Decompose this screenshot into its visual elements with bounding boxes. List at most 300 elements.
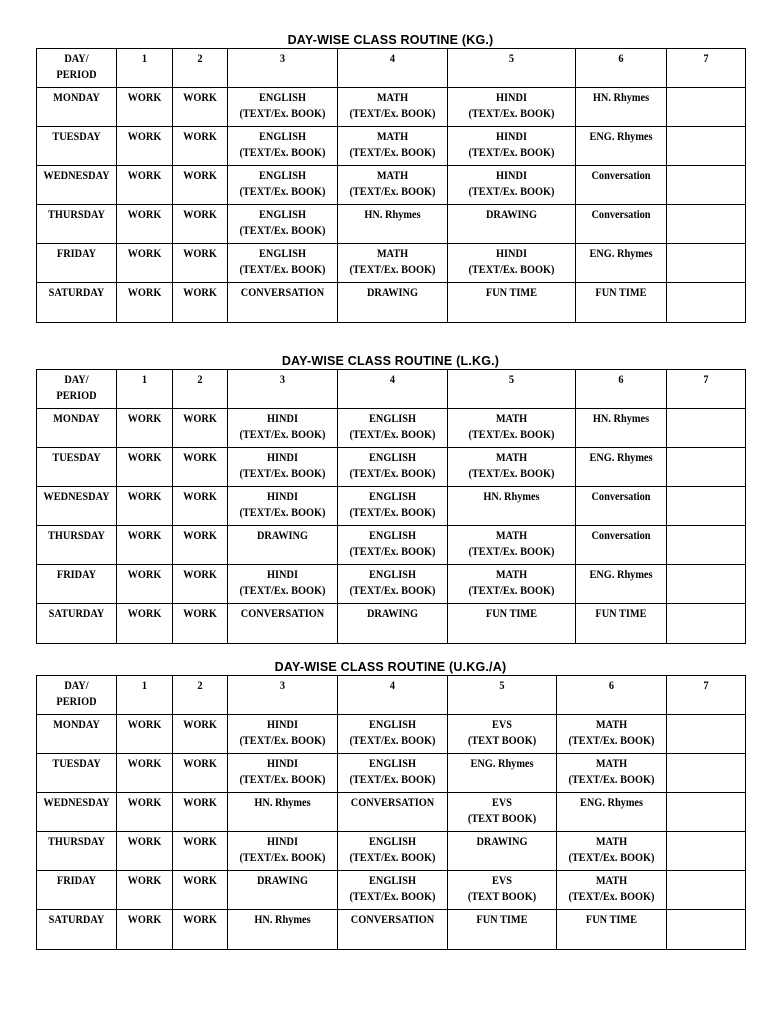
cell-text: 3 bbox=[279, 372, 286, 386]
period-cell bbox=[117, 283, 173, 323]
period-cell bbox=[667, 127, 746, 166]
cell-text: FRIDAY bbox=[56, 567, 97, 581]
period-cell bbox=[338, 793, 448, 832]
period-cell bbox=[228, 715, 338, 754]
cell-text: ENGLISH bbox=[368, 834, 417, 848]
period-cell bbox=[117, 793, 173, 832]
period-header bbox=[117, 676, 173, 715]
period-cell bbox=[173, 244, 228, 283]
period-cell bbox=[338, 166, 448, 205]
period-cell bbox=[338, 832, 448, 871]
cell-text: 4 bbox=[389, 678, 396, 692]
period-cell bbox=[338, 448, 448, 487]
cell-text: 4 bbox=[389, 372, 396, 386]
cell-text: ENGLISH bbox=[368, 873, 417, 887]
cell-text: 7 bbox=[703, 678, 709, 692]
period-cell bbox=[228, 565, 338, 604]
cell-text: WORK bbox=[127, 450, 162, 464]
period-cell bbox=[173, 604, 228, 644]
period-cell bbox=[667, 832, 746, 871]
cell-text: WORK bbox=[127, 567, 162, 581]
cell-text: (TEXT/Ex. BOOK) bbox=[568, 850, 655, 864]
cell-text: ENGLISH bbox=[368, 489, 417, 503]
cell-text: (TEXT/Ex. BOOK) bbox=[239, 505, 326, 519]
cell-text: MATH bbox=[376, 246, 409, 260]
cell-text: CONVERSATION bbox=[240, 606, 325, 620]
cell-text: WORK bbox=[183, 795, 217, 809]
cell-text: DRAWING bbox=[366, 285, 419, 299]
cell-text: PERIOD bbox=[56, 67, 97, 81]
period-cell bbox=[448, 244, 576, 283]
day-cell bbox=[37, 127, 117, 166]
cell-text: EVS bbox=[491, 795, 513, 809]
period-cell bbox=[338, 88, 448, 127]
routine-table bbox=[36, 675, 746, 950]
cell-text: (TEXT/Ex. BOOK) bbox=[239, 850, 326, 864]
period-cell bbox=[667, 715, 746, 754]
cell-text: ENGLISH bbox=[258, 90, 307, 104]
table-row bbox=[37, 166, 746, 205]
cell-text: ENG. Rhymes bbox=[470, 756, 534, 770]
routine-kg bbox=[36, 32, 745, 323]
cell-text: (TEXT/Ex. BOOK) bbox=[239, 184, 326, 198]
cell-text: 1 bbox=[141, 51, 148, 65]
period-header bbox=[228, 676, 338, 715]
period-header bbox=[667, 676, 746, 715]
day-cell bbox=[37, 832, 117, 871]
table-row bbox=[37, 88, 746, 127]
cell-text: ENGLISH bbox=[258, 168, 307, 182]
cell-text: 3 bbox=[279, 678, 286, 692]
cell-text: DRAWING bbox=[485, 207, 538, 221]
period-cell bbox=[338, 565, 448, 604]
day-period-header bbox=[37, 370, 117, 409]
period-header bbox=[173, 676, 228, 715]
cell-text: 2 bbox=[197, 372, 203, 386]
cell-text: 1 bbox=[141, 678, 148, 692]
day-cell bbox=[37, 283, 117, 323]
routine-table bbox=[36, 369, 746, 644]
cell-text: WORK bbox=[127, 606, 162, 620]
cell-text: WORK bbox=[127, 285, 162, 299]
cell-text: WORK bbox=[183, 411, 217, 425]
cell-text: (TEXT/Ex. BOOK) bbox=[468, 466, 555, 480]
cell-text: FRIDAY bbox=[56, 246, 97, 260]
cell-text: (TEXT/Ex. BOOK) bbox=[349, 772, 436, 786]
cell-text: HN. Rhymes bbox=[254, 795, 311, 809]
cell-text: 3 bbox=[279, 51, 286, 65]
period-cell bbox=[338, 604, 448, 644]
cell-text: HINDI bbox=[267, 489, 298, 503]
day-cell bbox=[37, 754, 117, 793]
cell-text: WEDNESDAY bbox=[43, 489, 110, 503]
cell-text: HINDI bbox=[267, 567, 298, 581]
cell-text: 5 bbox=[508, 51, 515, 65]
cell-text: MONDAY bbox=[53, 411, 100, 425]
cell-text: WORK bbox=[183, 90, 217, 104]
cell-text: MATH bbox=[495, 411, 528, 425]
period-cell bbox=[228, 88, 338, 127]
period-cell bbox=[173, 715, 228, 754]
cell-text: WORK bbox=[183, 567, 217, 581]
cell-text: Conversation bbox=[591, 207, 651, 221]
period-cell bbox=[557, 832, 667, 871]
header-row bbox=[37, 676, 746, 715]
cell-text: MONDAY bbox=[53, 717, 100, 731]
period-cell bbox=[448, 910, 557, 950]
cell-text: ENGLISH bbox=[258, 129, 307, 143]
period-cell bbox=[117, 754, 173, 793]
cell-text: HN. Rhymes bbox=[254, 912, 311, 926]
cell-text: TUESDAY bbox=[52, 450, 101, 464]
period-header bbox=[228, 370, 338, 409]
period-cell bbox=[117, 910, 173, 950]
cell-text: (TEXT/Ex. BOOK) bbox=[239, 145, 326, 159]
day-cell bbox=[37, 88, 117, 127]
cell-text: HINDI bbox=[496, 168, 527, 182]
day-cell bbox=[37, 526, 117, 565]
period-cell bbox=[448, 166, 576, 205]
period-cell bbox=[338, 754, 448, 793]
period-header bbox=[448, 49, 576, 88]
cell-text: (TEXT BOOK) bbox=[467, 733, 537, 747]
cell-text: FRIDAY bbox=[56, 873, 97, 887]
period-cell bbox=[228, 448, 338, 487]
period-header bbox=[448, 370, 576, 409]
table-row bbox=[37, 244, 746, 283]
table-row bbox=[37, 448, 746, 487]
cell-text: (TEXT/Ex. BOOK) bbox=[468, 184, 555, 198]
period-cell bbox=[228, 127, 338, 166]
cell-text: (TEXT/Ex. BOOK) bbox=[349, 583, 436, 597]
period-cell bbox=[667, 448, 746, 487]
cell-text: WORK bbox=[183, 207, 217, 221]
cell-text: HN. Rhymes bbox=[483, 489, 540, 503]
cell-text: MATH bbox=[495, 450, 528, 464]
cell-text: WORK bbox=[183, 873, 217, 887]
day-period-header bbox=[37, 49, 117, 88]
cell-text: PERIOD bbox=[56, 388, 97, 402]
cell-text: WEDNESDAY bbox=[43, 168, 110, 182]
cell-text: ENGLISH bbox=[368, 411, 417, 425]
period-cell bbox=[338, 205, 448, 244]
cell-text: MONDAY bbox=[53, 90, 100, 104]
period-cell bbox=[338, 871, 448, 910]
cell-text: WORK bbox=[183, 606, 217, 620]
period-cell bbox=[228, 793, 338, 832]
cell-text: WORK bbox=[183, 285, 217, 299]
period-cell bbox=[557, 910, 667, 950]
period-cell bbox=[117, 409, 173, 448]
cell-text: DAY/ bbox=[64, 372, 89, 386]
period-cell bbox=[338, 715, 448, 754]
cell-text: (TEXT/Ex. BOOK) bbox=[239, 583, 326, 597]
cell-text: MATH bbox=[495, 528, 528, 542]
cell-text: WORK bbox=[127, 756, 162, 770]
period-cell bbox=[117, 166, 173, 205]
period-cell bbox=[557, 715, 667, 754]
period-cell bbox=[173, 283, 228, 323]
period-cell bbox=[667, 604, 746, 644]
cell-text: ENGLISH bbox=[368, 756, 417, 770]
cell-text: THURSDAY bbox=[48, 528, 105, 542]
period-cell bbox=[173, 910, 228, 950]
period-header bbox=[448, 676, 557, 715]
day-cell bbox=[37, 715, 117, 754]
cell-text: (TEXT/Ex. BOOK) bbox=[468, 145, 555, 159]
period-cell bbox=[448, 604, 576, 644]
period-cell bbox=[667, 487, 746, 526]
cell-text: (TEXT/Ex. BOOK) bbox=[239, 772, 326, 786]
period-cell bbox=[117, 832, 173, 871]
period-cell bbox=[667, 409, 746, 448]
cell-text: WEDNESDAY bbox=[43, 795, 110, 809]
period-cell bbox=[173, 526, 228, 565]
period-header bbox=[338, 49, 448, 88]
period-cell bbox=[448, 754, 557, 793]
period-cell bbox=[117, 526, 173, 565]
cell-text: WORK bbox=[127, 168, 162, 182]
period-cell bbox=[173, 871, 228, 910]
period-cell bbox=[173, 409, 228, 448]
period-cell bbox=[117, 205, 173, 244]
period-cell bbox=[228, 244, 338, 283]
period-cell bbox=[173, 793, 228, 832]
period-cell bbox=[576, 448, 667, 487]
cell-text: CONVERSATION bbox=[240, 285, 325, 299]
cell-text: FUN TIME bbox=[476, 912, 528, 926]
period-cell bbox=[338, 526, 448, 565]
table-row bbox=[37, 754, 746, 793]
period-cell bbox=[228, 166, 338, 205]
period-cell bbox=[667, 793, 746, 832]
table-row bbox=[37, 832, 746, 871]
cell-text: (TEXT/Ex. BOOK) bbox=[568, 733, 655, 747]
period-cell bbox=[576, 127, 667, 166]
cell-text: ENG. Rhymes bbox=[579, 795, 644, 809]
cell-text: HINDI bbox=[267, 717, 298, 731]
cell-text: (TEXT/Ex. BOOK) bbox=[239, 733, 326, 747]
period-cell bbox=[576, 205, 667, 244]
cell-text: 7 bbox=[703, 51, 709, 65]
cell-text: (TEXT/Ex. BOOK) bbox=[468, 262, 555, 276]
period-cell bbox=[576, 526, 667, 565]
cell-text: ENG. Rhymes bbox=[589, 567, 653, 581]
cell-text: WORK bbox=[183, 450, 217, 464]
period-cell bbox=[576, 88, 667, 127]
period-cell bbox=[448, 448, 576, 487]
period-cell bbox=[667, 166, 746, 205]
period-cell bbox=[117, 871, 173, 910]
cell-text: MATH bbox=[495, 567, 528, 581]
period-cell bbox=[667, 754, 746, 793]
cell-text: (TEXT/Ex. BOOK) bbox=[349, 466, 436, 480]
cell-text: WORK bbox=[127, 207, 162, 221]
cell-text: WORK bbox=[127, 129, 162, 143]
period-cell bbox=[338, 487, 448, 526]
cell-text: (TEXT/Ex. BOOK) bbox=[349, 184, 436, 198]
period-cell bbox=[448, 565, 576, 604]
cell-text: HN. Rhymes bbox=[592, 90, 650, 104]
period-cell bbox=[228, 754, 338, 793]
cell-text: WORK bbox=[127, 912, 162, 926]
table-row bbox=[37, 283, 746, 323]
day-cell bbox=[37, 793, 117, 832]
period-header bbox=[338, 370, 448, 409]
cell-text: HINDI bbox=[267, 411, 298, 425]
cell-text: DRAWING bbox=[366, 606, 419, 620]
period-cell bbox=[557, 754, 667, 793]
cell-text: (TEXT/Ex. BOOK) bbox=[468, 544, 555, 558]
cell-text: HINDI bbox=[267, 834, 298, 848]
period-cell bbox=[338, 127, 448, 166]
period-cell bbox=[667, 526, 746, 565]
cell-text: DRAWING bbox=[476, 834, 528, 848]
cell-text: MATH bbox=[376, 129, 409, 143]
period-cell bbox=[667, 910, 746, 950]
cell-text: ENGLISH bbox=[258, 207, 307, 221]
period-cell bbox=[228, 604, 338, 644]
day-cell bbox=[37, 205, 117, 244]
cell-text: 4 bbox=[389, 51, 396, 65]
cell-text: THURSDAY bbox=[48, 207, 105, 221]
routine-table bbox=[36, 48, 746, 323]
period-cell bbox=[173, 166, 228, 205]
cell-text: 6 bbox=[618, 51, 624, 65]
period-cell bbox=[576, 283, 667, 323]
table-row bbox=[37, 715, 746, 754]
cell-text: ENGLISH bbox=[368, 528, 417, 542]
cell-text: MATH bbox=[376, 90, 409, 104]
cell-text: WORK bbox=[183, 834, 217, 848]
cell-text: MATH bbox=[595, 717, 628, 731]
day-cell bbox=[37, 910, 117, 950]
cell-text: CONVERSATION bbox=[350, 795, 435, 809]
cell-text: WORK bbox=[127, 795, 162, 809]
header-row bbox=[37, 370, 746, 409]
period-cell bbox=[338, 244, 448, 283]
period-cell bbox=[228, 409, 338, 448]
period-cell bbox=[557, 793, 667, 832]
cell-text: (TEXT/Ex. BOOK) bbox=[349, 850, 436, 864]
day-cell bbox=[37, 409, 117, 448]
cell-text: (TEXT/Ex. BOOK) bbox=[468, 583, 555, 597]
table-row bbox=[37, 565, 746, 604]
period-cell bbox=[173, 565, 228, 604]
cell-text: HINDI bbox=[496, 246, 527, 260]
period-cell bbox=[667, 283, 746, 323]
day-cell bbox=[37, 565, 117, 604]
period-cell bbox=[228, 832, 338, 871]
period-cell bbox=[228, 910, 338, 950]
cell-text: (TEXT/Ex. BOOK) bbox=[349, 544, 436, 558]
cell-text: SATURDAY bbox=[48, 606, 105, 620]
day-period-header bbox=[37, 676, 117, 715]
period-cell bbox=[448, 871, 557, 910]
cell-text: Conversation bbox=[591, 168, 651, 182]
period-cell bbox=[173, 754, 228, 793]
cell-text: 2 bbox=[197, 51, 203, 65]
table-row bbox=[37, 871, 746, 910]
table-row bbox=[37, 604, 746, 644]
period-cell bbox=[173, 487, 228, 526]
cell-text: 5 bbox=[508, 372, 515, 386]
cell-text: SATURDAY bbox=[48, 912, 105, 926]
table-row bbox=[37, 487, 746, 526]
cell-text: WORK bbox=[183, 246, 217, 260]
period-header bbox=[557, 676, 667, 715]
period-cell bbox=[667, 871, 746, 910]
cell-text: (TEXT/Ex. BOOK) bbox=[568, 772, 655, 786]
day-cell bbox=[37, 448, 117, 487]
cell-text: DRAWING bbox=[256, 528, 309, 542]
cell-text: CONVERSATION bbox=[350, 912, 435, 926]
cell-text: ENGLISH bbox=[368, 717, 417, 731]
routine-ukg-a bbox=[36, 659, 745, 950]
routine-lkg bbox=[36, 353, 745, 644]
cell-text: 1 bbox=[141, 372, 148, 386]
day-cell bbox=[37, 166, 117, 205]
cell-text: WORK bbox=[127, 873, 162, 887]
cell-text: (TEXT/Ex. BOOK) bbox=[239, 466, 326, 480]
cell-text: TUESDAY bbox=[52, 129, 101, 143]
cell-text: (TEXT/Ex. BOOK) bbox=[468, 427, 555, 441]
cell-text: HINDI bbox=[496, 90, 527, 104]
cell-text: DRAWING bbox=[256, 873, 309, 887]
period-header bbox=[338, 676, 448, 715]
cell-text: WORK bbox=[127, 489, 162, 503]
cell-text: 5 bbox=[499, 678, 505, 692]
table-row bbox=[37, 526, 746, 565]
cell-text: FUN TIME bbox=[595, 285, 647, 299]
period-cell bbox=[448, 88, 576, 127]
period-cell bbox=[117, 448, 173, 487]
period-cell bbox=[557, 871, 667, 910]
cell-text: (TEXT BOOK) bbox=[467, 811, 537, 825]
day-cell bbox=[37, 487, 117, 526]
cell-text: (TEXT/Ex. BOOK) bbox=[239, 223, 326, 237]
period-cell bbox=[117, 244, 173, 283]
table-row bbox=[37, 127, 746, 166]
cell-text: (TEXT/Ex. BOOK) bbox=[349, 262, 436, 276]
cell-text: (TEXT/Ex. BOOK) bbox=[239, 262, 326, 276]
cell-text: SATURDAY bbox=[48, 285, 105, 299]
cell-text: HINDI bbox=[267, 756, 298, 770]
cell-text: DAY/ bbox=[64, 51, 89, 65]
period-header bbox=[173, 370, 228, 409]
period-cell bbox=[448, 205, 576, 244]
cell-text: 7 bbox=[703, 372, 709, 386]
period-cell bbox=[117, 487, 173, 526]
period-header bbox=[173, 49, 228, 88]
period-cell bbox=[667, 205, 746, 244]
cell-text: FUN TIME bbox=[585, 912, 638, 926]
day-cell bbox=[37, 604, 117, 644]
period-cell bbox=[448, 832, 557, 871]
table-row bbox=[37, 205, 746, 244]
cell-text: MATH bbox=[376, 168, 409, 182]
period-header bbox=[117, 370, 173, 409]
period-cell bbox=[448, 715, 557, 754]
cell-text: 2 bbox=[197, 678, 203, 692]
period-header bbox=[667, 49, 746, 88]
period-header bbox=[576, 49, 667, 88]
cell-text: ENGLISH bbox=[258, 246, 307, 260]
cell-text: WORK bbox=[183, 489, 217, 503]
period-cell bbox=[448, 127, 576, 166]
period-cell bbox=[117, 715, 173, 754]
cell-text: ENGLISH bbox=[368, 567, 417, 581]
